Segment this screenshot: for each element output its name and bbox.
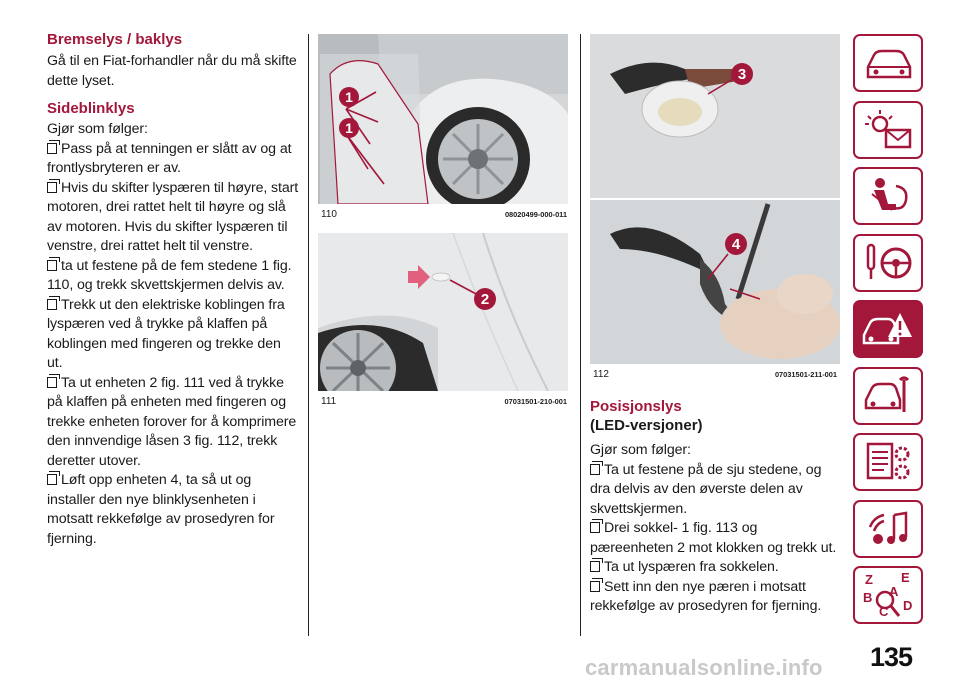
list-item: ta ut festene på de fem stedene 1 fig. 110, og trekk skvettskjermen delvis av.	[47, 257, 292, 293]
tab-safety[interactable]	[853, 167, 923, 225]
checkbox-bullet-icon	[47, 377, 57, 388]
tab-starting-driving[interactable]	[853, 234, 923, 292]
heading-position-lights: Posisjonslys	[590, 398, 682, 415]
multimedia-icon	[860, 507, 916, 551]
checkbox-bullet-icon	[590, 581, 600, 592]
svg-text:1: 1	[345, 120, 353, 136]
svg-text:3: 3	[737, 66, 747, 83]
intro-text: Gjør som følger:	[590, 442, 691, 458]
heading-led-versions: (LED-versjoner)	[590, 417, 703, 434]
svg-text:Z: Z	[865, 572, 873, 587]
car-dashboard-icon	[860, 43, 916, 83]
list-item: Ta ut lyspæren fra sokkelen.	[590, 558, 840, 578]
list-item: Drei sokkel- 1 fig. 113 og pæreenheten 2 mot klokken og trekk ut.	[590, 520, 837, 556]
figure-caption	[590, 364, 840, 380]
list-item: Pass på at tenningen er slått av og at frontlysbryteren er av.	[47, 140, 292, 176]
tab-in-emergency[interactable]	[853, 300, 923, 358]
wheel-arch-photo	[318, 34, 568, 204]
paragraph-brake-lights: Gå til en Fiat-forhandler når du må skifte dette lyset.	[47, 53, 297, 89]
seat-airbag-safety-icon	[860, 174, 916, 218]
tab-vehicle-overview[interactable]	[853, 34, 923, 92]
list-item: Trekk ut den elektriske koblingen fra lyspæren ved å trykke på klaffen på koblingen med fingeren og trekke den ut.	[47, 296, 285, 371]
checkbox-bullet-icon	[590, 522, 600, 533]
page-number: 135	[870, 642, 913, 672]
car-emergency-icon	[860, 307, 916, 351]
svg-text:4: 4	[731, 236, 741, 253]
figure-caption	[318, 204, 570, 220]
chapter-tabs	[853, 34, 923, 633]
figure-code: 07031501-210-001	[504, 397, 567, 406]
fender-indicator-photo	[318, 233, 568, 391]
figure-column-middle	[318, 34, 570, 407]
tab-index[interactable]	[853, 566, 923, 624]
svg-text:1: 1	[345, 89, 353, 105]
column-divider	[308, 34, 309, 636]
figure-111-image	[318, 233, 568, 391]
index-search-icon	[859, 570, 917, 620]
warning-lights-message-icon	[860, 108, 916, 152]
list-item: Ta ut enheten 2 fig. 111 ved å trykke på klaffen på enheten med fingeren og trekke enheten forover for å komprimere den innvendige låsen 3 fig. 112, trekk deretter utover.	[47, 374, 297, 469]
technical-data-icon	[860, 440, 916, 484]
svg-text:C: C	[879, 604, 889, 619]
list-item: Ta ut festene på de sju stedene, og dra delvis av den øverste delen av skvettskjermen.	[590, 461, 822, 517]
intro-text: Gjør som følger:	[47, 121, 148, 137]
figure-number: 111	[321, 396, 337, 407]
svg-text:B: B	[863, 590, 873, 605]
heading-side-indicator: Sideblinklys	[47, 100, 135, 117]
tab-maintenance[interactable]	[853, 367, 923, 425]
figure-code: 07031501-211-001	[774, 370, 837, 379]
column-divider	[580, 34, 581, 636]
figure-112-image	[590, 34, 840, 364]
list-item: Løft opp enheten 4, ta så ut og installer den nye blinklysenheten i motsatt rekkefølge av prosedyren for fjerning.	[47, 472, 275, 547]
tab-warning-lights[interactable]	[853, 101, 923, 159]
indicator-removal-photo	[590, 34, 840, 364]
checkbox-bullet-icon	[47, 182, 57, 193]
tab-multimedia[interactable]	[853, 500, 923, 558]
list-item: Sett inn den nye pæren i motsatt rekkefølge av prosedyren for fjerning.	[590, 578, 822, 614]
figure-number: 110	[321, 209, 337, 220]
checkbox-bullet-icon	[47, 143, 57, 154]
text-column-left	[47, 30, 299, 549]
figure-code: 08020499-000-011	[504, 210, 567, 219]
text-column-right	[590, 34, 840, 617]
figure-caption	[318, 391, 570, 407]
list-item: Hvis du skifter lyspæren til høyre, start motoren, drei rattet helt til høyre og slå av motoren. Hvis du skifter lyspæren til venstre, drei rattet helt til venstre.	[47, 179, 299, 254]
checkbox-bullet-icon	[47, 260, 57, 271]
checkbox-bullet-icon	[47, 299, 57, 310]
svg-text:E: E	[901, 570, 910, 585]
checkbox-bullet-icon	[590, 464, 600, 475]
checkbox-bullet-icon	[47, 474, 57, 485]
figure-number: 112	[593, 369, 609, 380]
tab-technical-data[interactable]	[853, 433, 923, 491]
key-steering-wheel-icon	[860, 241, 916, 285]
svg-text:D: D	[903, 598, 913, 613]
checkbox-bullet-icon	[590, 561, 600, 572]
watermark: carmanualsonline.info	[585, 655, 823, 678]
car-maintenance-icon	[860, 374, 916, 418]
svg-text:A: A	[889, 584, 899, 599]
heading-brake-lights: Bremselys / baklys	[47, 31, 183, 48]
svg-text:2: 2	[480, 291, 490, 308]
figure-110-image	[318, 34, 568, 204]
